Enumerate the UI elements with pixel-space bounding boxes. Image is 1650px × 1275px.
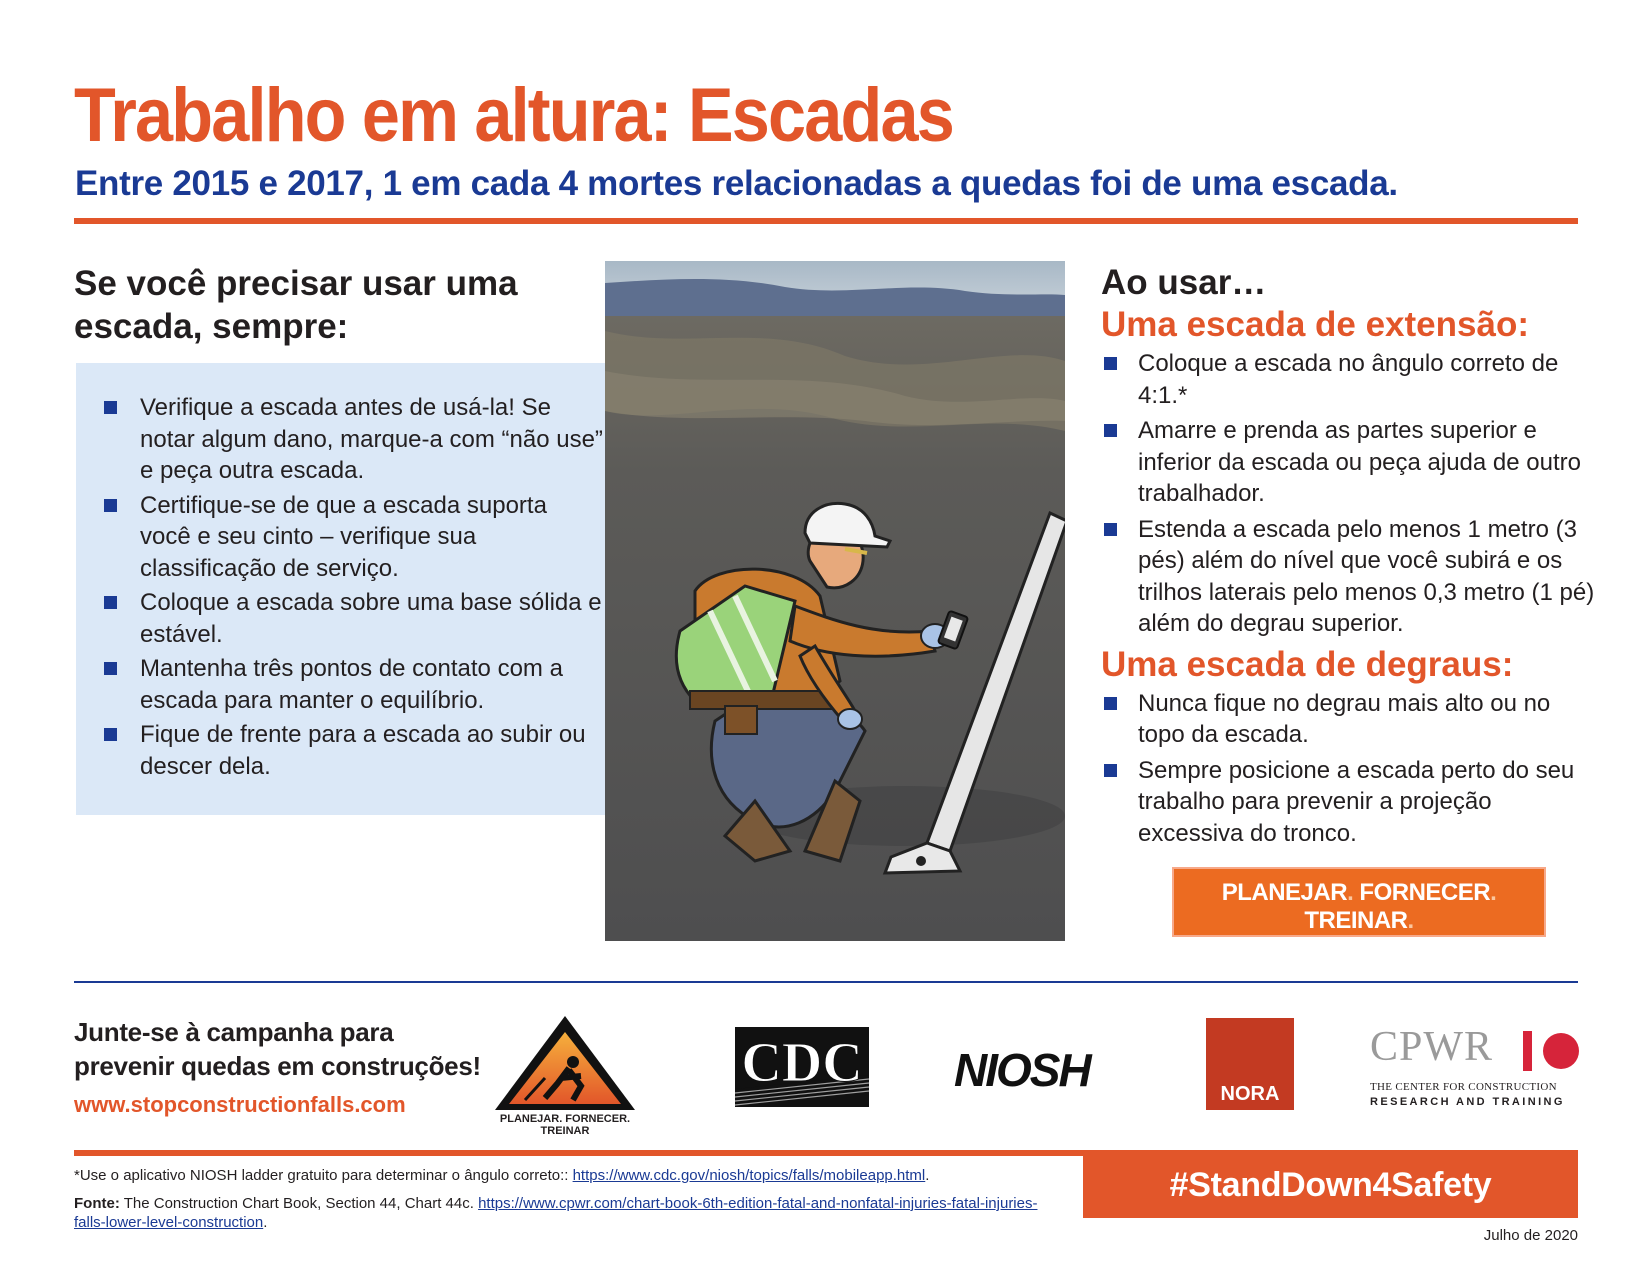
list-item: Estenda a escada pelo menos 1 metro (3 pés) além do nível que você subirá e os trilhos laterais pelo menos 0,3 metro (1 pé) além do degrau superior.	[1101, 514, 1601, 640]
bullet-square-icon	[1104, 697, 1117, 710]
list-item: Coloque a escada no ângulo correto de 4:1.*	[1101, 348, 1601, 411]
list-item: Fique de frente para a escada ao subir ou descer dela.	[104, 719, 604, 782]
bullet-square-icon	[104, 662, 117, 675]
bullet-square-icon	[104, 499, 117, 512]
niosh-app-link[interactable]: https://www.cdc.gov/niosh/topics/falls/mobileapp.html	[572, 1167, 926, 1184]
campaign-text: Junte-se à campanha para prevenir quedas em construções!	[74, 1017, 481, 1081]
footnote: *Use o aplicativo NIOSH ladder gratuito para determinar o ângulo correto:: https://www.cdc.gov/niosh/topics/falls/mobileapp.html.	[74, 1167, 930, 1184]
nora-logo-text: NORA	[1220, 1083, 1280, 1105]
nora-logo	[1206, 1018, 1294, 1110]
page-subtitle: Entre 2015 e 2017, 1 em cada 4 mortes relacionadas a quedas foi de uma escada.	[75, 164, 1398, 203]
extension-ladder-heading: Uma escada de extensão:	[1101, 305, 1529, 344]
niosh-logo-icon	[950, 1044, 1130, 1094]
plan-provide-train-badge	[1172, 867, 1546, 954]
right-intro-heading: Ao usar…	[1101, 263, 1267, 302]
right-column	[1101, 262, 1601, 853]
niosh-logo-text: NIOSH	[954, 1044, 1090, 1094]
warning-triangle-logo-icon	[485, 1010, 645, 1130]
publication-date: Julho de 2020	[1483, 1227, 1578, 1244]
triangle-logo-label: PLANEJAR. FORNECER. TREINAR	[499, 1113, 631, 1137]
bullet-square-icon	[1104, 764, 1117, 777]
bullet-square-icon	[104, 728, 117, 741]
badge-tagline: Três passos simples para prevenir quedas.	[1206, 937, 1512, 954]
list-item: Certifique-se de que a escada suporta você e seu cinto – verifique sua classificação de serviço.	[104, 490, 604, 585]
footer-divider	[74, 981, 1578, 983]
bullet-square-icon	[1104, 357, 1117, 370]
list-item: Nunca fique no degrau mais alto ou no topo da escada.	[1101, 688, 1601, 751]
step-ladder-heading: Uma escada de degraus:	[1101, 644, 1514, 684]
tips-list	[104, 392, 604, 785]
page-title: Trabalho em altura: Escadas	[74, 73, 953, 158]
cpwr-logo	[1370, 1023, 1580, 1113]
cpwr-line-2: RESEARCH AND TRAINING	[1370, 1096, 1565, 1108]
worker-ladder-illustration	[605, 261, 1065, 941]
bullet-square-icon	[1104, 424, 1117, 437]
hashtag-text: #StandDown4Safety	[1169, 1166, 1492, 1204]
step-ladder-list	[1101, 688, 1601, 850]
extension-ladder-list	[1101, 348, 1601, 640]
cdc-logo-icon	[735, 1027, 869, 1107]
chart-book-link[interactable]: https://www.cpwr.com/chart-book-6th-edition-fatal-and-nonfatal-injuries-fatal-injuries-falls-lower-level-construction	[74, 1195, 1038, 1231]
bullet-square-icon	[1104, 523, 1117, 536]
header-divider	[74, 218, 1578, 224]
bullet-square-icon	[104, 596, 117, 609]
cpwr-logo-text: CPWR	[1370, 1024, 1494, 1070]
cpwr-mark-icon	[1523, 1029, 1581, 1073]
left-heading: Se você precisar usar uma escada, sempre:	[74, 264, 518, 346]
badge-title: PLANEJAR. FORNECER. TREINAR.	[1221, 879, 1497, 934]
list-item: Sempre posicione a escada perto do seu trabalho para prevenir a projeção excessiva do tronco.	[1101, 755, 1601, 850]
cpwr-line-1: THE CENTER FOR CONSTRUCTION	[1370, 1081, 1557, 1093]
hashtag-banner	[1083, 1150, 1578, 1218]
list-item: Amarre e prenda as partes superior e inferior da escada ou peça ajuda de outro trabalhador.	[1101, 415, 1601, 510]
list-item: Coloque a escada sobre uma base sólida e estável.	[104, 587, 604, 650]
source-note: Fonte: The Construction Chart Book, Section 44, Chart 44c. https://www.cpwr.com/chart-book-6th-edition-fatal-and-nonfatal-injuries-fatal-injuries-falls-lower-level-construction.	[74, 1195, 1038, 1231]
bullet-square-icon	[104, 401, 117, 414]
list-item: Mantenha três pontos de contato com a escada para manter o equilíbrio.	[104, 653, 604, 716]
list-item: Verifique a escada antes de usá-la! Se notar algum dano, marque-a com “não use” e peça outra escada.	[104, 392, 604, 487]
campaign-url-link[interactable]: www.stopconstructionfalls.com	[74, 1092, 406, 1117]
cdc-logo-text: CDC	[741, 1032, 863, 1094]
